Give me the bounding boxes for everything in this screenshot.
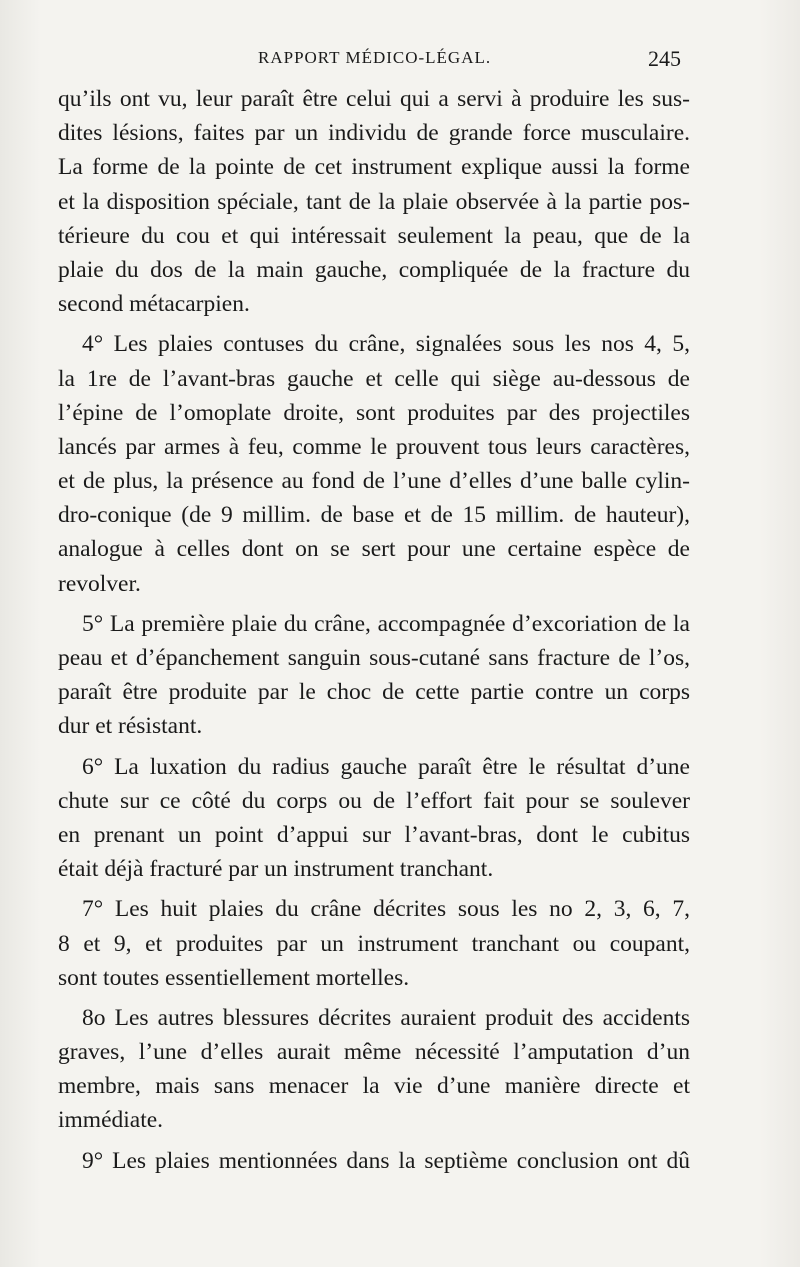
text-line: était déjà fracturé par un instrument tranchant. (58, 856, 494, 883)
text-line: lancés par armes à feu, comme le prouvent tous leurs caractères, (58, 433, 690, 460)
text-line: second métacarpien. (58, 291, 250, 318)
text-line: dur et résistant. (58, 713, 203, 740)
text-line: membre, mais sans menacer la vie d’une manière directe et (58, 1073, 690, 1100)
text-line: 8o Les autres blessures décrites auraient produit des accidents (82, 1004, 690, 1031)
text-line: qu’ils ont vu, leur paraît être celui qui a servi à produire les sus- (58, 86, 690, 112)
text-line: chute sur ce côté du corps ou de l’effort fait pour se soulever (58, 787, 690, 814)
text-line: paraît être produite par le choc de cette partie contre un corps (58, 679, 690, 706)
text-line: analogue à celles dont on se sert pour une certaine espèce de (58, 536, 690, 563)
text-line: 8 et 9, et produites par un instrument tranchant ou coupant, (58, 930, 690, 957)
running-head: RAPPORT MÉDICO-LÉGAL. (258, 48, 492, 67)
text-line: 9° Les plaies mentionnées dans la septième conclusion ont dû (82, 1147, 690, 1174)
text-line: 4° Les plaies contuses du crâne, signalées sous les nos 4, 5, (82, 331, 690, 358)
body-text (58, 82, 690, 1178)
text-line: dites lésions, faites par un individu de grande force musculaire. (58, 120, 690, 147)
text-line: et de plus, la présence au fond de l’une d’elles d’une balle cylin- (58, 468, 690, 495)
text-line: l’épine de l’omoplate droite, sont produites par des projectiles (58, 399, 690, 426)
text-line: revolver. (58, 570, 141, 597)
text-line: graves, l’une d’elles aurait même nécessité l’amputation d’un (58, 1039, 690, 1066)
text-line: peau et d’épanchement sanguin sous-cutané sans fracture de l’os, (58, 645, 690, 671)
text-line: et la disposition spéciale, tant de la plaie observée à la partie pos- (58, 188, 690, 215)
text-line: 6° La luxation du radius gauche paraît être le résultat d’une (82, 753, 690, 780)
text-line: sont toutes essentiellement mortelles. (58, 964, 410, 991)
text-line: 5° La première plaie du crâne, accompagnée d’excoriation de la (82, 610, 690, 637)
text-line: la 1re de l’avant-bras gauche et celle qui siège au-dessous de (58, 365, 690, 392)
text-line: 7° Les huit plaies du crâne décrites sous les no 2, 3, 6, 7, (82, 896, 690, 923)
text-line: La forme de la pointe de cet instrument explique aussi la forme (58, 154, 690, 181)
page-header (0, 48, 800, 78)
text-line: en prenant un point d’appui sur l’avant-bras, dont le cubitus (58, 821, 690, 848)
text-line: dro-conique (de 9 millim. de base et de 15 millim. de hauteur), (58, 502, 690, 529)
text-line: térieure du cou et qui intéressait seulement la peau, que de la (58, 222, 690, 249)
text-line: immédiate. (58, 1107, 164, 1134)
page-number: 245 (648, 46, 681, 71)
text-line: plaie du dos de la main gauche, compliquée de la fracture du (58, 256, 690, 283)
